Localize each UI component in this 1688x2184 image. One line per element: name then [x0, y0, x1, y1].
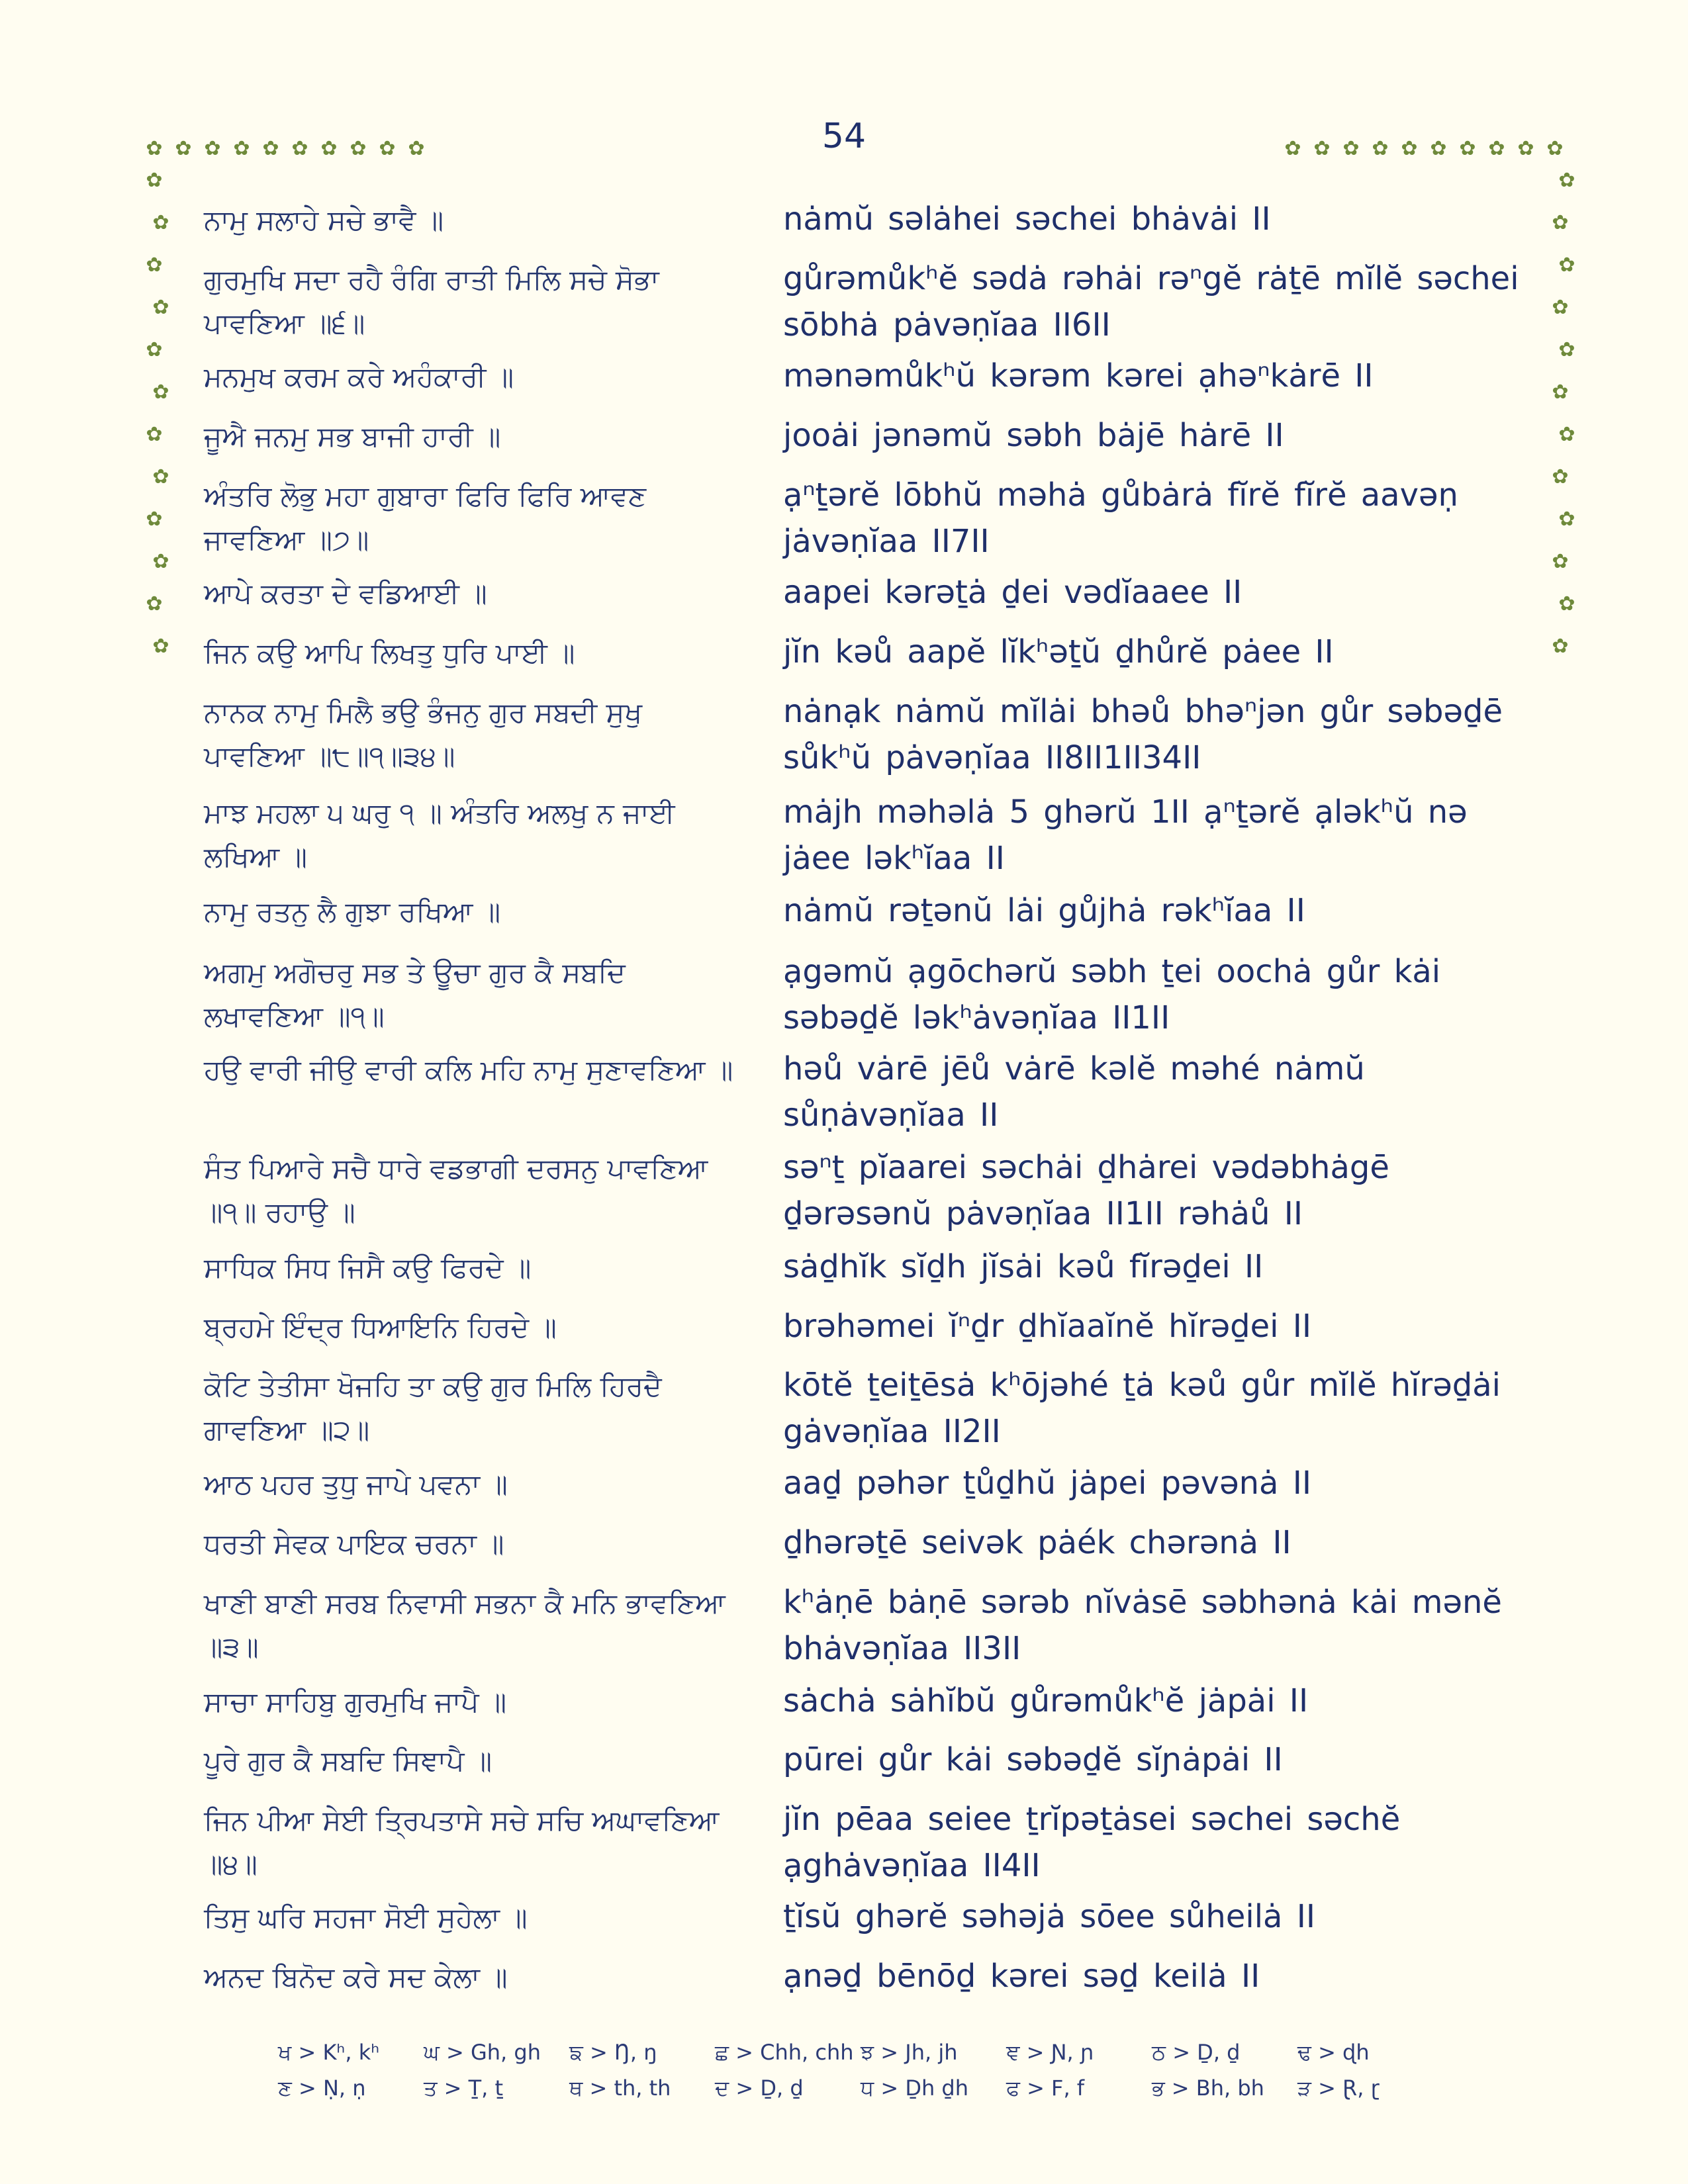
- flower-ornament: [1550, 383, 1570, 402]
- gurmukhi-line: ਬ੍ਰਹਮੇ ਇੰਦ੍ਰ ਧਿਆਇਨਿ ਹਿਰਦੇ ॥: [204, 1311, 557, 1343]
- flower-ornament: [144, 139, 164, 159]
- flower-ornament: [261, 139, 281, 159]
- gurmukhi-line: ਕੋਟਿ ਤੇਤੀਸਾ ਖੋਜਹਿ ਤਾ ਕਉ ਗੁਰ ਮਿਲਿ ਹਿਰਦੈ ਗਾਵਣਿਆ ॥੨॥: [204, 1370, 662, 1446]
- flower-ornament: [1312, 139, 1332, 159]
- flower-ornament: [144, 171, 164, 191]
- transliteration-line: jĭn pēaa seiee ṯrĭpəṯȧsei səchei səchĕ ạghȧvəṇĭaa II4II: [783, 1801, 1401, 1884]
- legend-item: ਙ > Ŋ, ŋ: [569, 2040, 657, 2065]
- transliteration-line: ạⁿṯərĕ lōbhŭ məhȧ gůbȧrȧ fĭrĕ fĭrĕ aavəṇ jȧvəṇĭaa II7II: [783, 477, 1458, 560]
- flower-ornament: [1458, 139, 1477, 159]
- legend-item: ਧ > Ḏh ḏh: [861, 2075, 969, 2101]
- legend-item: ਞ > Ɲ, ɲ: [1006, 2040, 1094, 2065]
- flower-ornament: [348, 139, 368, 159]
- flower-ornament: [173, 139, 193, 159]
- legend-item: ਭ > Bh, bh: [1152, 2075, 1264, 2101]
- flower-ornament: [151, 383, 171, 402]
- gurmukhi-line: ਧਰਤੀ ਸੇਵਕ ਪਾਇਕ ਚਰਨਾ ॥: [204, 1527, 504, 1560]
- transliteration-line: kʰȧṇē bȧṇē sərəb nĭvȧsē səbhənȧ kȧi mənĕ bhȧvəṇĭaa II3II: [783, 1584, 1502, 1667]
- flower-ornament: [144, 255, 164, 275]
- gurmukhi-line: ਖਾਣੀ ਬਾਣੀ ਸਰਬ ਨਿਵਾਸੀ ਸਭਨਾ ਕੈ ਮਨਿ ਭਾਵਣਿਆ ॥੩॥: [204, 1587, 726, 1663]
- flower-ornament: [1516, 139, 1536, 159]
- legend-item: ਤ > Ṯ, ṯ: [424, 2075, 504, 2101]
- transliteration-line: aaḏ pəhər ṯůḏhŭ jȧpei pəvənȧ II: [783, 1465, 1311, 1502]
- flower-ornament: [232, 139, 252, 159]
- flower-ornament: [151, 552, 171, 572]
- transliteration-line: mənəmůkʰŭ kərəm kərei ạhəⁿkȧrē II: [783, 357, 1374, 394]
- legend-item: ਛ > Chh, chh: [715, 2040, 854, 2065]
- gurmukhi-line: ਹਉ ਵਾਰੀ ਜੀਉ ਵਾਰੀ ਕਲਿ ਮਹਿ ਨਾਮੁ ਸੁਣਾਵਣਿਆ ॥: [204, 1054, 733, 1086]
- transliteration-line: kōtĕ ṯeiṯēsȧ kʰōjəhé ṯȧ kəů gůr mĭlĕ hĭrəḏȧi gȧvəṇĭaa II2II: [783, 1367, 1501, 1450]
- legend-row: [278, 2070, 1443, 2106]
- flower-ornament: [1550, 637, 1570, 657]
- gurmukhi-line: ਪੂਰੇ ਗੁਰ ਕੈ ਸਬਦਿ ਸਿਞਾਪੈ ॥: [204, 1745, 492, 1777]
- transliteration-legend: [278, 2034, 1443, 2106]
- legend-item: ਠ > Ḏ, ḏ: [1152, 2040, 1241, 2065]
- flower-ornament: [1487, 139, 1507, 159]
- transliteration-line: ḏhərəṯē seivək pȧék chərənȧ II: [783, 1524, 1291, 1561]
- flower-ornament: [151, 467, 171, 487]
- transliteration-line: pūrei gůr kȧi səbəḏĕ sĭɲȧpȧi II: [783, 1741, 1283, 1778]
- transliteration-line: sȧchȧ sȧhĭbŭ gůrəmůkʰĕ jȧpȧi II: [783, 1682, 1309, 1719]
- legend-item: ਦ > Ḏ, ḏ: [715, 2075, 804, 2101]
- legend-item: ਫ > F, f: [1006, 2075, 1085, 2101]
- transliteration-line: nȧmŭ səlȧhei səchei bhȧvȧi II: [783, 201, 1271, 238]
- flower-ornament: [151, 637, 171, 657]
- transliteration-line: nȧmŭ rəṯənŭ lȧi gůjhȧ rəkʰĭaa II: [783, 892, 1305, 929]
- gurmukhi-line: ਆਠ ਪਹਰ ਤੁਧੁ ਜਾਪੇ ਪਵਨਾ ॥: [204, 1468, 508, 1500]
- flower-ornament: [1550, 467, 1570, 487]
- gurmukhi-line: ਮਨਮੁਖ ਕਰਮ ਕਰੇ ਅਹੰਕਾਰੀ ॥: [204, 361, 514, 393]
- legend-item: ਘ > Gh, gh: [424, 2040, 541, 2065]
- legend-item: ਢ > ɖh: [1297, 2040, 1370, 2065]
- gurmukhi-line: ਨਾਮੁ ਰਤਨੁ ਲੈ ਗੁਝਾ ਰਖਿਆ ॥: [204, 895, 501, 928]
- gurmukhi-line: ਜਿਨ ਪੀਆ ਸੇਈ ਤ੍ਰਿਪਤਾਸੇ ਸਚੇ ਸਚਿ ਅਘਾਵਣਿਆ ॥੪॥: [204, 1804, 720, 1880]
- flower-ornament: [144, 510, 164, 529]
- flower-ornament: [203, 139, 222, 159]
- flower-ornament: [406, 139, 426, 159]
- gurmukhi-line: ਸਾਧਿਕ ਸਿਧ ਜਿਸੈ ਕਉ ਫਿਰਦੇ ॥: [204, 1251, 532, 1284]
- gurmukhi-line: ਅੰਤਰਿ ਲੋਭੁ ਮਹਾ ਗੁਬਾਰਾ ਫਿਰਿ ਫਿਰਿ ਆਵਣ ਜਾਵਣਿਆ ॥੭॥: [204, 480, 647, 556]
- flower-ornament: [1429, 139, 1448, 159]
- transliteration-line: aapei kərəṯȧ ḏei vədĭaaee II: [783, 574, 1243, 611]
- gurmukhi-line: ਅਗਮੁ ਅਗੋਚਰੁ ਸਭ ਤੇ ਊਚਾ ਗੁਰ ਕੈ ਸਬਦਿ ਲਖਾਵਣਿਆ ॥੧॥: [204, 956, 626, 1032]
- gurmukhi-line: ਗੁਰਮੁਖਿ ਸਦਾ ਰਹੈ ਰੰਗਿ ਰਾਤੀ ਮਿਲਿ ਸਚੇ ਸੋਭਾ ਪਾਵਣਿਆ ॥੬॥: [204, 263, 659, 340]
- flower-ornament: [1550, 552, 1570, 572]
- transliteration-line: jooȧi jənəmŭ səbh bȧjē hȧrē II: [783, 417, 1284, 454]
- flower-ornament: [1557, 255, 1577, 275]
- page-number: 54: [821, 116, 867, 156]
- gurmukhi-line: ਆਪੇ ਕਰਤਾ ਦੇ ਵਡਿਆਈ ॥: [204, 577, 487, 610]
- flower-ornament: [151, 298, 171, 318]
- transliteration-line: nȧnạk nȧmŭ mĭlȧi bhəů bhəⁿjən gůr səbəḏē sůkʰŭ pȧvəṇĭaa II8II1II34II: [783, 693, 1503, 776]
- flower-ornament: [1399, 139, 1419, 159]
- legend-row: [278, 2034, 1443, 2070]
- legend-item: ਖ > Kʰ, kʰ: [278, 2040, 380, 2065]
- transliteration-line: brəhəmei ĭⁿḏr ḏhĭaaĭnĕ hĭrəḏei II: [783, 1308, 1312, 1345]
- flower-ornament: [1557, 340, 1577, 360]
- flower-ornament: [1557, 171, 1577, 191]
- flower-ornament: [377, 139, 397, 159]
- flower-ornament: [290, 139, 310, 159]
- flower-ornament: [1557, 594, 1577, 614]
- gurmukhi-line: ਜੂਐ ਜਨਮੁ ਸਭ ਬਾਜੀ ਹਾਰੀ ॥: [204, 420, 501, 453]
- transliteration-line: sȧḏhĭk sĭḏh jĭsȧi kəů fĭrəḏei II: [783, 1248, 1264, 1285]
- legend-item: ਥ > th, th: [569, 2075, 671, 2101]
- transliteration-line: mȧjh məhəlȧ 5 ghərŭ 1II ạⁿṯərĕ ạləkʰŭ nə jȧee ləkʰĭaa II: [783, 794, 1468, 877]
- gurmukhi-line: ਸਾਚਾ ਸਾਹਿਬੁ ਗੁਰਮੁਖਿ ਜਾਪੈ ॥: [204, 1686, 507, 1718]
- flower-ornament: [1557, 510, 1577, 529]
- flower-ornament: [144, 425, 164, 445]
- flower-ornament: [1283, 139, 1303, 159]
- legend-item: ੜ > Ɽ, ɽ: [1297, 2075, 1380, 2101]
- flower-ornament: [319, 139, 339, 159]
- gurmukhi-line: ਨਾਮੁ ਸਲਾਹੇ ਸਚੇ ਭਾਵੈ ॥: [204, 204, 444, 236]
- transliteration-line: gůrəmůkʰĕ sədȧ rəhȧi rəⁿgĕ rȧṯē mĭlĕ səchei sōbhȧ pȧvəṇĭaa II6II: [783, 260, 1519, 343]
- flower-ornament: [1341, 139, 1361, 159]
- flower-ornament: [1557, 425, 1577, 445]
- flower-ornament: [144, 594, 164, 614]
- flower-ornament: [1550, 298, 1570, 318]
- gurmukhi-line: ਮਾਝ ਮਹਲਾ ੫ ਘਰੁ ੧ ॥ ਅੰਤਰਿ ਅਲਖੁ ਨ ਜਾਈ ਲਖਿਆ ॥: [204, 797, 675, 873]
- gurmukhi-line: ਅਨਦ ਬਿਨੋਦ ਕਰੇ ਸਦ ਕੇਲਾ ॥: [204, 1961, 508, 1993]
- flower-ornament: [1370, 139, 1390, 159]
- transliteration-line: səⁿṯ pĭaarei səchȧi ḏhȧrei vədəbhȧgē ḏərəsənŭ pȧvəṇĭaa II1II rəhȧů II: [783, 1149, 1389, 1232]
- flower-ornament: [151, 213, 171, 233]
- transliteration-line: həů vȧrē jēů vȧrē kəlĕ məhé nȧmŭ sůṇȧvəṇĭaa II: [783, 1050, 1365, 1134]
- legend-item: ਝ > Jh, jh: [861, 2040, 958, 2065]
- flower-ornament: [144, 340, 164, 360]
- transliteration-line: ạnəḏ bēnōḏ kərei səḏ keilȧ II: [783, 1958, 1260, 1995]
- gurmukhi-line: ਨਾਨਕ ਨਾਮੁ ਮਿਲੈ ਭਉ ਭੰਜਨੁ ਗੁਰ ਸਬਦੀ ਸੁਖੁ ਪਾਵਣਿਆ ॥੮॥੧॥੩੪॥: [204, 696, 643, 772]
- gurmukhi-line: ਤਿਸੁ ਘਰਿ ਸਹਜਾ ਸੋਈ ਸੁਹੇਲਾ ॥: [204, 1901, 528, 1934]
- flower-ornament: [1545, 139, 1565, 159]
- flower-ornament: [1550, 213, 1570, 233]
- gurmukhi-line: ਜਿਨ ਕਉ ਆਪਿ ਲਿਖਤੁ ਧੁਰਿ ਪਾਈ ॥: [204, 637, 575, 669]
- transliteration-line: ạgəmŭ ạgōchərŭ səbh ṯei oochȧ gůr kȧi səbəḏĕ ləkʰȧvəṇĭaa II1II: [783, 953, 1441, 1036]
- gurmukhi-line: ਸੰਤ ਪਿਆਰੇ ਸਚੈ ਧਾਰੇ ਵਡਭਾਗੀ ਦਰਸਨੁ ਪਾਵਣਿਆ ॥੧॥ ਰਹਾਉ ॥: [204, 1152, 708, 1228]
- transliteration-line: ṯĭsŭ ghərĕ səhəjȧ sōee sůheilȧ II: [783, 1898, 1316, 1935]
- transliteration-line: jĭn kəů aapĕ lĭkʰəṯŭ ḏhůrĕ pȧee II: [783, 633, 1334, 670]
- legend-item: ਣ > Ṇ, ṇ: [278, 2075, 366, 2101]
